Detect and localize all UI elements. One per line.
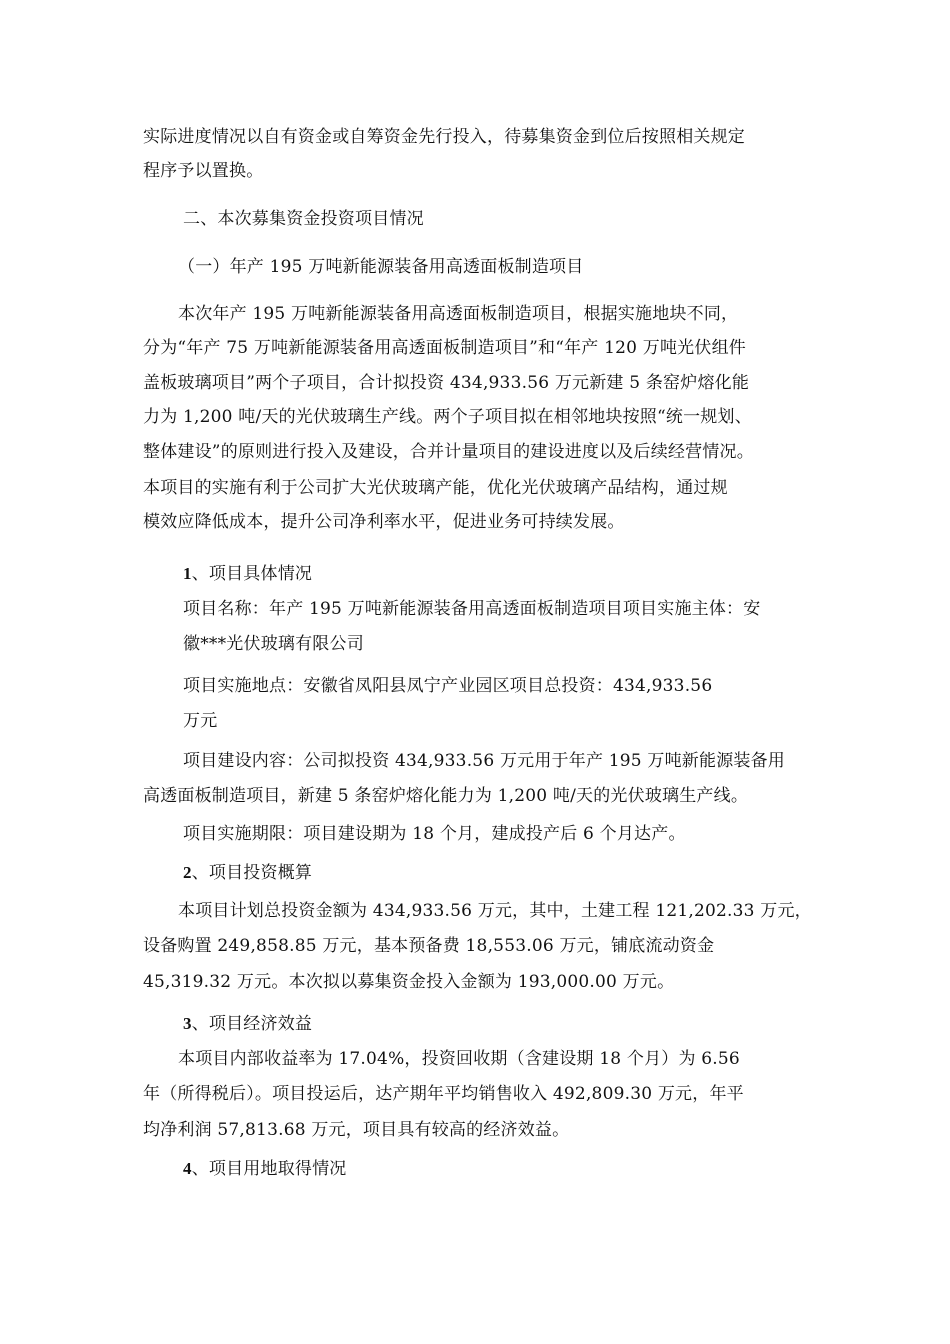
investment-line-2: 设备购置 249,858.85 万元，基本预备费 18,553.06 万元，铺底流动资金 [143,936,715,956]
item-1-number: 1 [183,564,192,583]
project-location-line-2: 万元 [183,711,218,731]
benefit-line-1: 本项目内部收益率为 17.04%，投资回收期（含建设期 18 个月）为 6.56 [178,1049,740,1069]
paragraph-1-line-2: 分为“年产 75 万吨新能源装备用高透面板制造项目”和“年产 120 万吨光伏组件 [143,338,746,358]
paragraph-1-line-5: 整体建设”的原则进行投入及建设，合并计量项目的建设进度以及后续经营情况。 [143,442,754,462]
benefit-line-3: 均净利润 57,813.68 万元，项目具有较高的经济效益。 [143,1120,570,1140]
intro-line-2: 程序予以置换。 [143,161,264,181]
item-1-title: 、项目具体情况 [191,564,313,584]
paragraph-1-line-3: 盖板玻璃项目”两个子项目，合计拟投资 434,933.56 万元新建 5 条窑炉熔化能 [143,373,750,393]
section-2-title: 二、本次募集资金投资项目情况 [183,209,424,229]
project-name-line-2: 徽***光伏玻璃有限公司 [183,634,364,654]
item-1-heading [183,563,312,585]
intro-line-1: 实际进度情况以自有资金或自筹资金先行投入，待募集资金到位后按照相关规定 [143,127,745,147]
item-2-heading [183,862,312,884]
item-3-number: 3 [183,1014,192,1033]
item-4-number: 4 [183,1159,192,1178]
benefit-line-2: 年（所得税后）。项目投运后，达产期年平均销售收入 492,809.30 万元，年平 [143,1084,744,1104]
item-4-title: 、项目用地取得情况 [191,1159,347,1179]
project-period: 项目实施期限：项目建设期为 18 个月，建成投产后 6 个月达产。 [183,824,686,844]
investment-line-3: 45,319.32 万元。本次拟以募集资金投入金额为 193,000.00 万元。 [143,972,675,992]
item-2-title: 、项目投资概算 [191,863,313,883]
paragraph-1-line-1: 本次年产 195 万吨新能源装备用高透面板制造项目，根据实施地块不同， [178,304,739,324]
paragraph-1-line-6: 本项目的实施有利于公司扩大光伏玻璃产能，优化光伏玻璃产品结构，通过规 [143,478,728,498]
paragraph-1-line-4: 力为 1,200 吨/天的光伏玻璃生产线。两个子项目拟在相邻地块按照“统一规划、 [143,407,752,427]
paragraph-1-line-7: 模效应降低成本，提升公司净利率水平，促进业务可持续发展。 [143,512,625,532]
item-3-heading [183,1013,312,1035]
investment-line-1: 本项目计划总投资金额为 434,933.56 万元，其中，土建工程 121,202.33 万元， [178,901,812,921]
project-content-line-2: 高透面板制造项目，新建 5 条窑炉熔化能力为 1,200 吨/天的光伏玻璃生产线。 [143,786,749,806]
item-3-title: 、项目经济效益 [191,1014,313,1034]
project-content-line-1: 项目建设内容：公司拟投资 434,933.56 万元用于年产 195 万吨新能源装备用 [183,751,785,771]
item-2-number: 2 [183,863,192,882]
project-name-line-1: 项目名称：年产 195 万吨新能源装备用高透面板制造项目项目实施主体：安 [183,599,761,619]
subsection-1-title: （一）年产 195 万吨新能源装备用高透面板制造项目 [178,257,584,277]
project-location-line-1: 项目实施地点：安徽省凤阳县凤宁产业园区项目总投资：434,933.56 [183,676,713,696]
item-4-heading [183,1158,347,1180]
